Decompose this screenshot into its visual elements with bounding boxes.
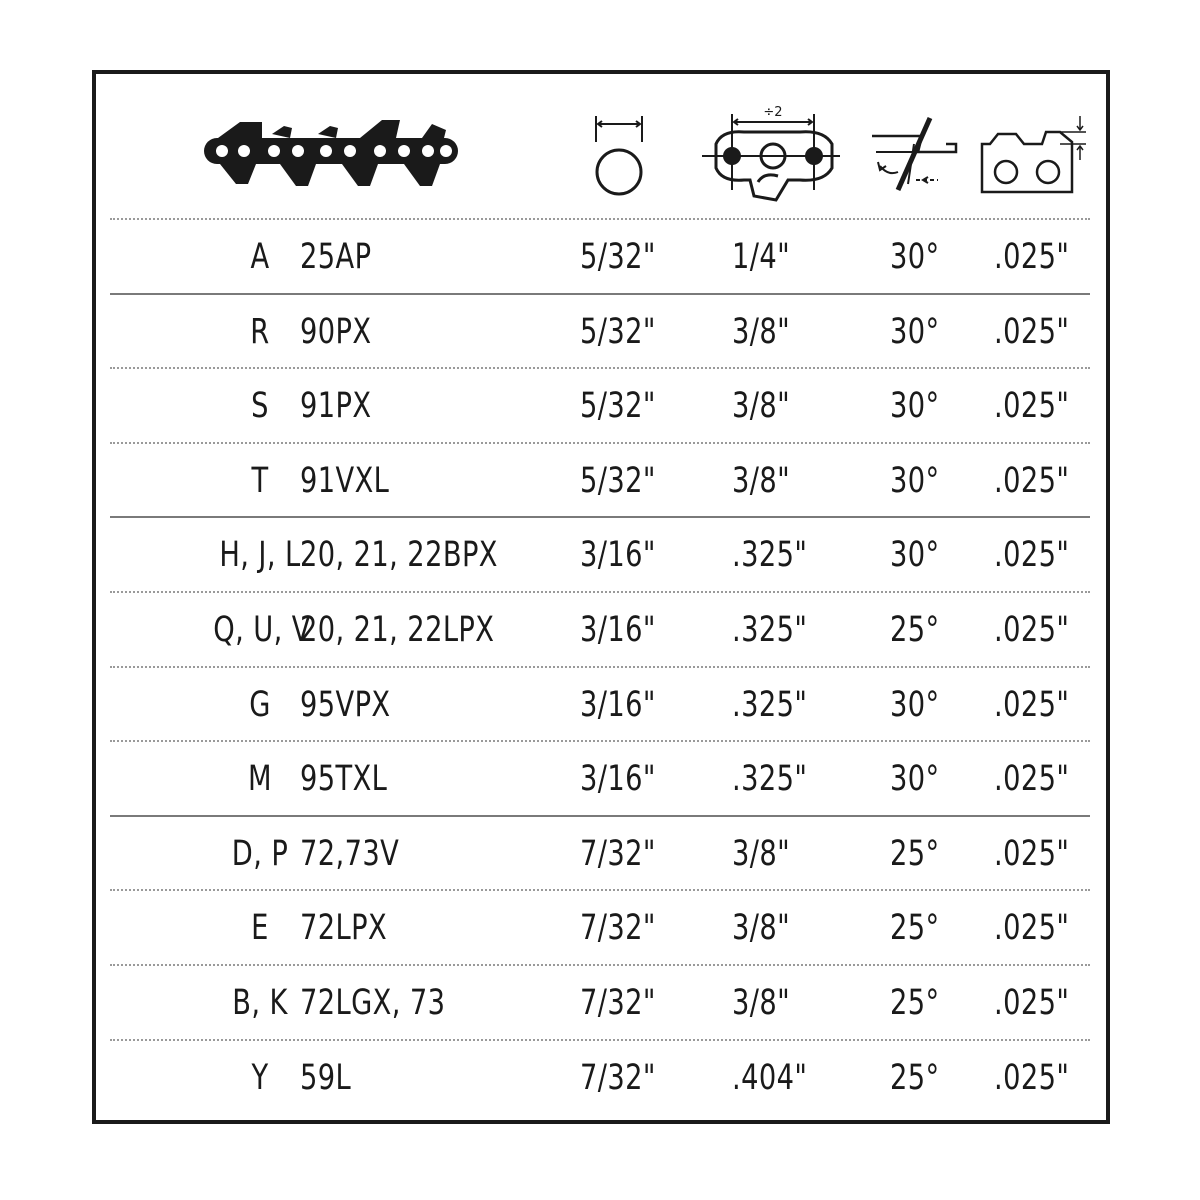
chain-model-cell: 72LGX, 73 bbox=[300, 982, 446, 1023]
table-row bbox=[110, 964, 1090, 1039]
chain-code-cell: D, P bbox=[231, 833, 289, 874]
depth-gauge-cell: .025" bbox=[994, 609, 1070, 650]
chain-code-cell: G bbox=[249, 684, 271, 725]
depth-gauge-cell: .025" bbox=[994, 460, 1070, 501]
table-row bbox=[110, 740, 1090, 815]
depth-gauge-cell: .025" bbox=[994, 833, 1070, 874]
file-size-cell: 7/32" bbox=[580, 833, 656, 874]
file-size-cell: 3/16" bbox=[580, 759, 656, 800]
table-row bbox=[110, 591, 1090, 666]
table-row bbox=[110, 815, 1090, 890]
filing-angle-cell: 30° bbox=[890, 759, 940, 800]
saw-chain-icon bbox=[200, 110, 462, 194]
chain-pitch-cell: 1/4" bbox=[732, 237, 791, 277]
depth-gauge-cell: .025" bbox=[994, 982, 1070, 1023]
depth-gauge-cell: .025" bbox=[994, 1057, 1070, 1098]
table-row bbox=[110, 367, 1090, 442]
chain-pitch-cell: 3/8" bbox=[732, 833, 791, 874]
file-size-cell: 5/32" bbox=[580, 311, 656, 352]
file-size-cell: 3/16" bbox=[580, 684, 656, 725]
file-size-cell: 7/32" bbox=[580, 1057, 656, 1098]
chain-pitch-cell: .404" bbox=[732, 1057, 808, 1098]
chain-pitch-cell: 3/8" bbox=[732, 386, 791, 427]
depth-gauge-cell: .025" bbox=[994, 684, 1070, 725]
chain-pitch-cell: .325" bbox=[732, 684, 808, 725]
depth-gauge-cell: .025" bbox=[994, 311, 1070, 352]
table-row bbox=[110, 516, 1090, 591]
chain-code-cell: Q, U, V bbox=[213, 609, 311, 650]
chain-model-cell: 20, 21, 22BPX bbox=[300, 535, 498, 576]
chain-code-cell: E bbox=[251, 908, 269, 949]
file-size-cell: 7/32" bbox=[580, 908, 656, 949]
chain-model-cell: 91VXL bbox=[300, 460, 390, 501]
filing-angle-cell: 25° bbox=[890, 908, 940, 949]
chain-code-cell: M bbox=[248, 759, 272, 800]
filing-angle-cell: 30° bbox=[890, 237, 940, 277]
filing-angle-cell: 30° bbox=[890, 684, 940, 725]
chain-pitch-cell: 3/8" bbox=[732, 908, 791, 949]
chain-model-cell: 91PX bbox=[300, 386, 372, 427]
chain-pitch-cell: .325" bbox=[732, 759, 808, 800]
chain-model-cell: 72,73V bbox=[300, 833, 400, 874]
chain-model-cell: 90PX bbox=[300, 311, 372, 352]
chain-code-cell: B, K bbox=[232, 982, 288, 1023]
depth-gauge-cell: .025" bbox=[994, 237, 1070, 277]
filing-angle-cell: 30° bbox=[890, 386, 940, 427]
depth-gauge-cell: .025" bbox=[994, 759, 1070, 800]
table-row bbox=[110, 889, 1090, 964]
chain-pitch-cell: .325" bbox=[732, 609, 808, 650]
chain-spec-table bbox=[110, 218, 1090, 1113]
chain-code-cell: Y bbox=[251, 1057, 269, 1098]
table-row bbox=[110, 442, 1090, 517]
table-row bbox=[110, 218, 1090, 293]
filing-angle-cell: 30° bbox=[890, 311, 940, 352]
table-row bbox=[110, 1039, 1090, 1114]
chain-code-cell: R bbox=[250, 311, 270, 352]
chain-pitch-icon bbox=[698, 100, 844, 204]
depth-gauge-cell: .025" bbox=[994, 535, 1070, 576]
chain-code-cell: H, J, L bbox=[219, 535, 301, 576]
chain-model-cell: 95VPX bbox=[300, 684, 391, 725]
depth-gauge-cell: .025" bbox=[994, 386, 1070, 427]
filing-angle-cell: 30° bbox=[890, 535, 940, 576]
filing-angle-cell: 25° bbox=[890, 982, 940, 1023]
filing-angle-cell: 25° bbox=[890, 1057, 940, 1098]
chain-pitch-cell: 3/8" bbox=[732, 460, 791, 501]
filing-angle-cell: 30° bbox=[890, 460, 940, 501]
chain-code-cell: T bbox=[251, 460, 269, 501]
chain-code-cell: S bbox=[251, 386, 269, 427]
file-size-cell: 3/16" bbox=[580, 535, 656, 576]
chain-model-cell: 59L bbox=[300, 1057, 352, 1098]
depth-gauge-cell: .025" bbox=[994, 908, 1070, 949]
filing-angle-icon bbox=[868, 114, 960, 198]
file-size-cell: 7/32" bbox=[580, 982, 656, 1023]
filing-angle-cell: 25° bbox=[890, 609, 940, 650]
file-size-cell: 3/16" bbox=[580, 609, 656, 650]
chain-model-cell: 25AP bbox=[300, 237, 372, 277]
chain-model-cell: 72LPX bbox=[300, 908, 388, 949]
chain-model-cell: 20, 21, 22LPX bbox=[300, 609, 495, 650]
depth-gauge-icon bbox=[976, 110, 1088, 202]
file-size-cell: 5/32" bbox=[580, 237, 656, 277]
chain-code-cell: A bbox=[250, 237, 270, 277]
filing-angle-cell: 25° bbox=[890, 833, 940, 874]
chain-pitch-cell: 3/8" bbox=[732, 311, 791, 352]
pitch-icon-label: ÷2 bbox=[763, 105, 783, 120]
file-size-cell: 5/32" bbox=[580, 386, 656, 427]
file-size-cell: 5/32" bbox=[580, 460, 656, 501]
chain-model-cell: 95TXL bbox=[300, 759, 388, 800]
chain-pitch-cell: 3/8" bbox=[732, 982, 791, 1023]
table-row bbox=[110, 293, 1090, 368]
file-diameter-icon bbox=[588, 112, 650, 198]
table-row bbox=[110, 666, 1090, 741]
chain-pitch-cell: .325" bbox=[732, 535, 808, 576]
